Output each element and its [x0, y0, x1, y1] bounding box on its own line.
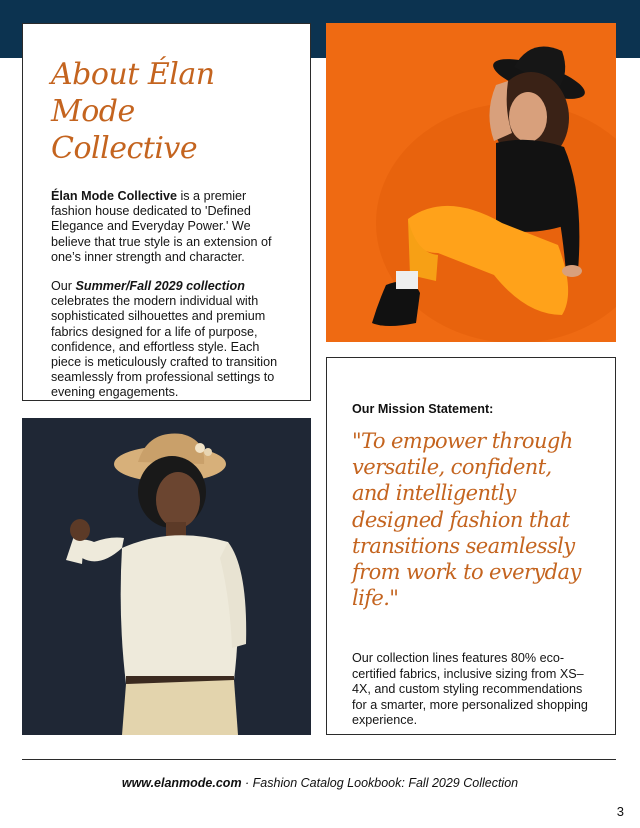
mission-body: Our collection lines features 80% eco-certified fabrics, inclusive sizing from XS–4X, and custom styling recommendations for a smarter, more personalized shopping experience.: [352, 651, 588, 728]
footer-divider: [22, 759, 616, 760]
footer: [0, 776, 640, 790]
about-p2-prefix: Our: [51, 279, 76, 294]
about-panel: [22, 23, 311, 401]
brand-name: Élan Mode Collective: [51, 189, 177, 203]
model-photo-navy: [22, 418, 311, 735]
about-paragraph-1: [51, 189, 284, 265]
about-p1-text: is a premier fashion house dedicated to 'Defined Elegance and Everyday Power.' We believe that true style is an extension of one’s inner strength and character.: [51, 189, 272, 264]
collection-name: Summer/Fall 2029 collection: [75, 279, 245, 294]
about-p2-text: celebrates the modern individual with sophisticated silhouettes and premium fabrics designed for a life of purpose, confidence, and effortless style. Each piece is meticulously crafted to transition seamlessly from professional settings to evening engagements.: [51, 294, 278, 400]
footer-url-link[interactable]: www.elanmode.com: [121, 776, 242, 790]
mission-quote: "To empower through versatile, confident, and intelligently designed fashion that transitions seamlessly from work to everyday life.": [352, 429, 581, 611]
about-title: [51, 56, 284, 167]
about-title-line2: Mode Collective: [51, 94, 198, 166]
mission-panel: [326, 357, 616, 735]
mission-heading: Our Mission Statement:: [352, 402, 494, 416]
footer-text: · Fashion Catalog Lookbook: Fall 2029 Collection: [241, 776, 519, 790]
about-paragraph-2: [51, 279, 284, 401]
page-number: 3: [616, 804, 624, 819]
about-title-line1: About Élan: [51, 57, 215, 92]
model-photo-orange: [326, 23, 616, 342]
